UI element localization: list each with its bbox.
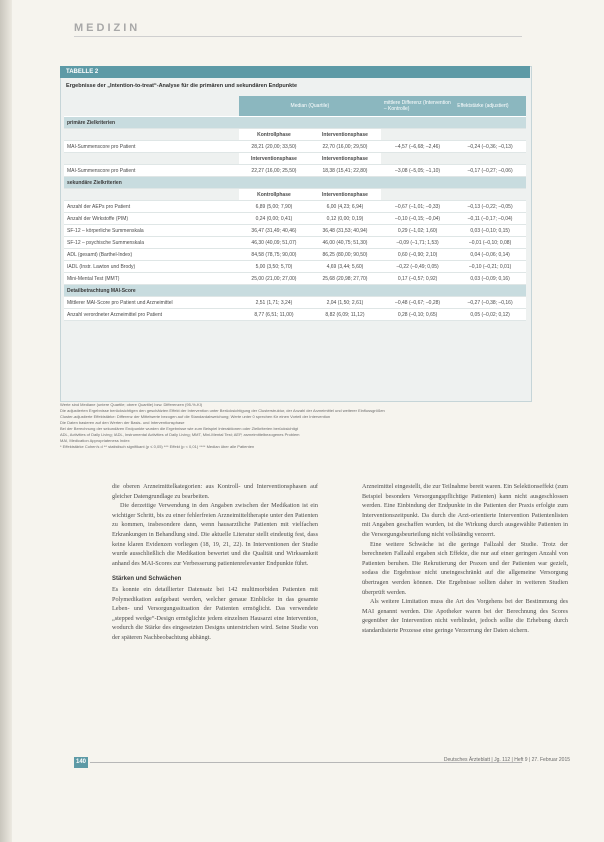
cell-control: 2,51 (1,71; 3,24) <box>239 297 309 309</box>
body-column-left <box>112 482 318 643</box>
paragraph: Als weitere Limitation muss die Art des Vorgehens bei der Bestimmung des MAI genannt werden. Die Apotheker waren bei der Berechnung des Scores gegenüber der Intervention nicht verblindet, jedoch sollte die Erhebung durch standardisierte Prozesse eine geringe Verzerrung der Daten sichern. <box>362 598 568 634</box>
phase-label: Interventionsphase <box>309 153 381 165</box>
cell-intervention: 0,12 (0,00; 0,19) <box>309 213 381 225</box>
group-row <box>64 117 526 129</box>
row-label: MAI-Summenscore pro Patient <box>64 165 239 177</box>
cell-control: 25,00 (21,00; 27,00) <box>239 273 309 285</box>
paragraph: Es konnte ein detaillierter Datensatz bei 142 multimorbiden Patienten mit Polymedikation aufgebaut werden, welcher genaue Einblicke in das gesamte Leben- und Versorgungssituation der Patienten ermöglicht. Das verwendete „stepped wedge“-Design ermöglichte jedem einzelnen Hausarzt eine Intervention, wodurch die Stärke des eingesetzten Designs unterstrichen wird. Seine Studie von der späteren Nachbeobachtung abhängt. <box>112 585 318 641</box>
cell-intervention: 36,48 (31,53; 40,94) <box>309 225 381 237</box>
cell-intervention: 4,69 (3,44; 5,60) <box>309 261 381 273</box>
cell-difference: –4,57 (–6,68; –2,46) <box>381 141 454 153</box>
cell-intervention: 46,00 (40,75; 51,30) <box>309 237 381 249</box>
subheading: Stärken und Schwächen <box>112 576 182 583</box>
phase-row <box>64 189 526 201</box>
table-header-row <box>64 96 526 117</box>
phase-blank <box>381 153 454 165</box>
page-number: 140 <box>74 757 88 768</box>
cell-difference: 0,29 (–1,02; 1,60) <box>381 225 454 237</box>
phase-label: Kontrollphase <box>239 189 309 201</box>
phase-blank <box>381 189 454 201</box>
cell-difference: –3,08 (–5,05; –1,10) <box>381 165 454 177</box>
cell-effect: 0,03 (–0,09; 0,16) <box>454 273 526 285</box>
cell-effect: –0,01 (–0,10; 0,08) <box>454 237 526 249</box>
group-label: primäre Zielkriterien <box>64 117 526 129</box>
row-label: MAI-Summenscore pro Patient <box>64 141 239 153</box>
row-label: Anzahl der Wirkstoffe (PIM) <box>64 213 239 225</box>
header-effect-adjusted: Effektstärke (adjustiert) <box>454 96 526 117</box>
table-row <box>64 249 526 261</box>
table-row <box>64 213 526 225</box>
group-row <box>64 285 526 297</box>
header-blank <box>64 96 239 117</box>
cell-control: 36,47 (31,49; 40,46) <box>239 225 309 237</box>
row-label: ADL (gesamt) (Barthel-Index) <box>64 249 239 261</box>
cell-control: 22,27 (16,00; 25,50) <box>239 165 309 177</box>
table-caption: Ergebnisse der „Intention-to-treat“-Analyse für die primären und sekundären Endpunkte <box>66 83 298 89</box>
cell-effect: –0,11 (–0,17; –0,04) <box>454 213 526 225</box>
phase-blank <box>64 153 239 165</box>
row-label: Mini-Mental Test (MMT) <box>64 273 239 285</box>
table-row <box>64 237 526 249</box>
header-median: Median (Quartile) <box>239 96 381 117</box>
phase-label: Interventionsphase <box>309 189 381 201</box>
cell-control: 46,30 (40,09; 51,07) <box>239 237 309 249</box>
journal-citation: Deutsches Ärzteblatt | Jg. 112 | Heft 9 | 27. Februar 2015 <box>443 757 570 763</box>
row-label: SF-12 – psychische Summenskala <box>64 237 239 249</box>
cell-intervention: 6,00 (4,23; 6,94) <box>309 201 381 213</box>
table-footnotes <box>60 402 530 450</box>
cell-difference: 0,28 (–0,10; 0,65) <box>381 309 454 321</box>
cell-difference: –0,10 (–0,15; –0,04) <box>381 213 454 225</box>
phase-blank <box>454 189 526 201</box>
phase-blank <box>64 129 239 141</box>
header-rule <box>74 36 522 37</box>
row-label: Anzahl der AEPs pro Patient <box>64 201 239 213</box>
table-row <box>64 273 526 285</box>
phase-row <box>64 129 526 141</box>
cell-effect: –0,17 (–0,27; –0,06) <box>454 165 526 177</box>
footnote: Die Daten basieren auf den Werten der Basis- und Interventionsphase <box>60 420 185 425</box>
cell-difference: –0,22 (–0,49; 0,05) <box>381 261 454 273</box>
footnote: MAI, Medication Appropriateness Index <box>60 438 130 443</box>
cell-control: 8,77 (6,51; 11,00) <box>239 309 309 321</box>
paragraph: die oberen Arzneimittelkategorien: aus Kontroll- und Interventionsphasen auf gleicher Datengrundlage zu bearbeiten. <box>112 483 318 500</box>
phase-blank <box>454 129 526 141</box>
table-row <box>64 309 526 321</box>
table-row <box>64 297 526 309</box>
section-title: MEDIZIN <box>74 22 141 34</box>
cell-difference: –0,67 (–1,01; –0,33) <box>381 201 454 213</box>
body-column-right <box>362 482 568 636</box>
paragraph: Arzneimittel eingestellt, die zur Teilnahme bereit waren. Ein Selektionseffekt (zum Beispiel besonders Versorgungspflichtige Patienten) kann nicht ausgeschlossen werden. Eine Einbindung der Endpunkte in die Patienten der Praxis erfolgte zum Interventionszeitpunkt. Da durch die Arzt-orientierte Intervention Patientenlisten mit Angaben geschaffen wurden, ist die Wirkung durch ausgewählte Patienten in die Versorgungsbeurteilung nicht vollständig verzerrt. <box>362 483 568 538</box>
footnote: Bei der Berechnung der sekundären Endpunkte wurden die Ergebnisse wie zum Beispiel Interaktionen oder Zielkriterien berücksichtigt <box>60 426 298 431</box>
table-label: TABELLE 2 <box>60 66 530 78</box>
footnote: Cluster-adjustierte Effektstärke: Differenz der Mittelwerte bezogen auf die Standardabweichung; Werte unter 0 sprechen für einen Vorteil der Intervention <box>60 414 331 419</box>
cell-intervention: 86,25 (80,00; 90,50) <box>309 249 381 261</box>
footnote: Werte sind Mediane (untere Quartile; obere Quartile) bzw. Differenzen (95-%-KI) <box>60 402 203 407</box>
header-effect: mittlere Differenz (Intervention – Kontrolle) <box>381 96 454 117</box>
cell-control: 84,58 (78,75; 90,00) <box>239 249 309 261</box>
page-edge-shadow <box>0 0 12 842</box>
table-row <box>64 141 526 153</box>
phase-label: Interventionsphase <box>239 153 309 165</box>
paragraph: Die derzeitige Verwendung in den Angaben zwischen der Medikation ist ein wichtiger Schritt, bis zu einer fehlerfreien Arzneimitteltherapie unter den Patienten zu kommen, insbesondere dann, wenn hausarztliche Patienten mit vielfachen Erkrankungen in Behandlung sind. Die aktuelle Literatur stellt eindeutig fest, dass keine klaren Evidenzen vorliegen (18, 19, 21, 22). In Interventionen der Studie wurde ausschließlich die Medikation bewertet und die Qualität und Wirksamkeit anhand des MAI-Scores zur Verbesserung patientenrelevanter Endpunkte führt. <box>112 502 318 567</box>
paragraph: Eine weitere Schwäche ist die geringe Fallzahl der Studie. Trotz der berechneten Fallzahl ergaben sich Effekte, die nur auf einer geringen Anzahl von Patienten beruhen. Die Rekrutierung der Praxen und der Patienten war gezielt, sodass die Ergebnisse nicht uneingeschränkt auf die allgemeine Versorgung übertragen werden können. Die Ergebnisse sollten daher in weiteren Studien überprüft werden. <box>362 540 568 596</box>
cell-effect: 0,05 (–0,02; 0,12) <box>454 309 526 321</box>
cell-intervention: 8,82 (6,09; 11,12) <box>309 309 381 321</box>
cell-intervention: 18,38 (15,41; 22,80) <box>309 165 381 177</box>
cell-intervention: 2,04 (1,50; 2,61) <box>309 297 381 309</box>
footnote: ADL, Activities of Daily Living; IADL, Instrumental Activities of Daily Living; MMT, Mini-Mental Test; AEP, arzneimittelbezogenes Problem <box>60 432 300 437</box>
cell-effect: –0,24 (–0,36; –0,13) <box>454 141 526 153</box>
results-table <box>64 96 526 321</box>
phase-blank <box>64 189 239 201</box>
phase-blank <box>454 153 526 165</box>
cell-control: 0,24 (0,00; 0,41) <box>239 213 309 225</box>
footnote: Die adjustierten Ergebnisse berücksichtigen den geschätzten Effekt der Intervention unter Berücksichtigung der Clusterstruktur, der Anzahl der Arzneimittel und weiterer Einflussgrößen <box>60 408 385 413</box>
phase-label: Kontrollphase <box>239 129 309 141</box>
cell-control: 6,89 (5,00; 7,90) <box>239 201 309 213</box>
table-row <box>64 201 526 213</box>
cell-effect: –0,13 (–0,22; –0,05) <box>454 201 526 213</box>
cell-difference: –0,48 (–0,67; –0,28) <box>381 297 454 309</box>
table-row <box>64 261 526 273</box>
phase-blank <box>381 129 454 141</box>
row-label: SF-12 – körperliche Summenskala <box>64 225 239 237</box>
table-row <box>64 225 526 237</box>
phase-label: Interventionsphase <box>309 129 381 141</box>
group-row <box>64 177 526 189</box>
row-label: Anzahl verordneter Arzneimittel pro Patient <box>64 309 239 321</box>
cell-control: 28,21 (20,00; 33,50) <box>239 141 309 153</box>
cell-effect: 0,03 (–0,10; 0,15) <box>454 225 526 237</box>
row-label: Mittlerer MAI-Score pro Patient und Arzneimittel <box>64 297 239 309</box>
cell-effect: –0,10 (–0,21; 0,01) <box>454 261 526 273</box>
cell-difference: 0,60 (–0,90; 2,10) <box>381 249 454 261</box>
cell-effect: –0,27 (–0,38; –0,16) <box>454 297 526 309</box>
footnote: * Effektstärke Cohen’s d ** statistisch signifikant (p ≤ 0,05) *** Effekt (p < 0,01) **** Median über alle Patienten <box>60 444 255 449</box>
cell-difference: 0,17 (–0,57; 0,92) <box>381 273 454 285</box>
row-label: IADL (Instr. Lawton und Brody) <box>64 261 239 273</box>
cell-effect: 0,04 (–0,06; 0,14) <box>454 249 526 261</box>
cell-intervention: 22,70 (16,00; 29,50) <box>309 141 381 153</box>
cell-control: 5,00 (3,50; 5,70) <box>239 261 309 273</box>
phase-row <box>64 153 526 165</box>
group-label: sekundäre Zielkriterien <box>64 177 526 189</box>
group-label: Detailbetrachtung MAI-Score <box>64 285 526 297</box>
cell-intervention: 25,68 (20,98; 27,70) <box>309 273 381 285</box>
cell-difference: –0,09 (–1,71; 1,53) <box>381 237 454 249</box>
table-row <box>64 165 526 177</box>
